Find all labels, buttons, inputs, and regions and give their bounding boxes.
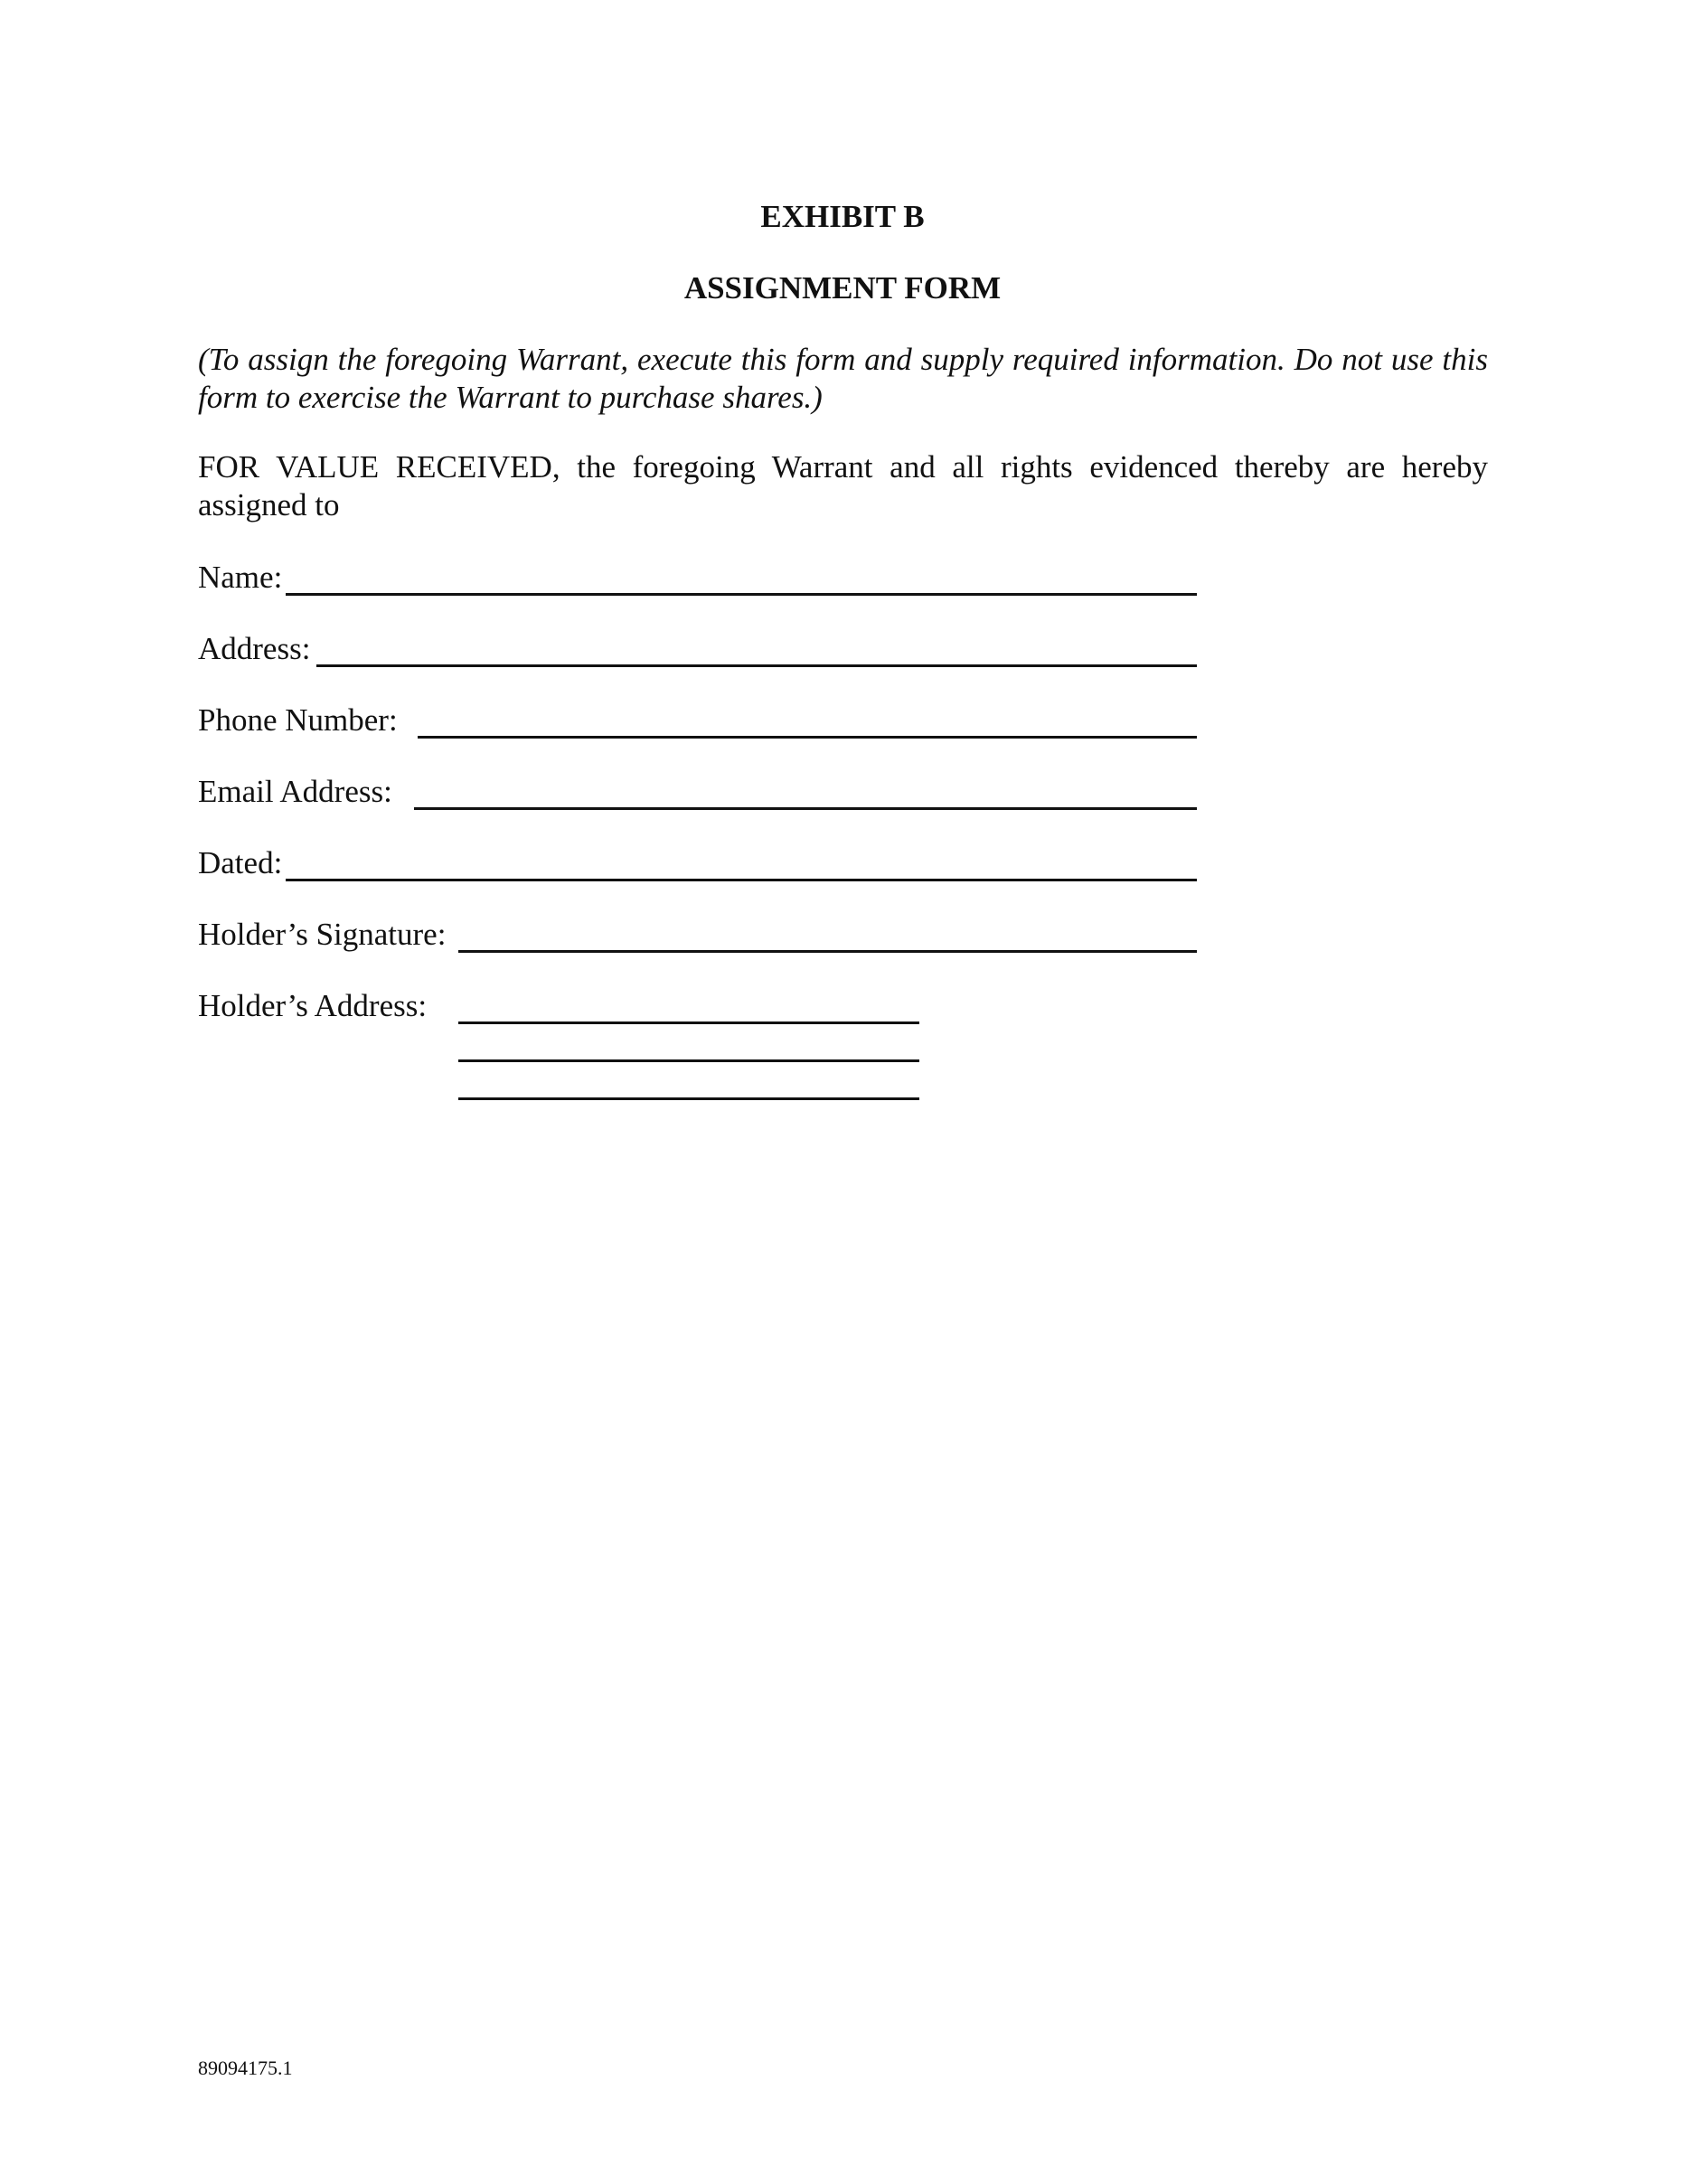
email-label: Email Address: bbox=[198, 774, 392, 809]
holder-signature-line[interactable] bbox=[458, 950, 1197, 953]
holder-address-line-1[interactable] bbox=[458, 1021, 919, 1024]
address-label: Address: bbox=[198, 631, 311, 666]
holder-address-line-2[interactable] bbox=[458, 1059, 919, 1062]
instruction-paragraph: (To assign the foregoing Warrant, execute this form and supply required information. Do not use this form to exercise the Warrant to purchase shares.) bbox=[198, 342, 1488, 415]
address-line[interactable] bbox=[316, 664, 1197, 667]
name-label: Name: bbox=[198, 560, 283, 595]
phone-line[interactable] bbox=[418, 736, 1197, 739]
dated-line[interactable] bbox=[286, 879, 1197, 881]
dated-label: Dated: bbox=[198, 845, 283, 880]
name-line[interactable] bbox=[286, 593, 1197, 596]
email-line[interactable] bbox=[414, 807, 1197, 810]
holder-address-line-3[interactable] bbox=[458, 1097, 919, 1100]
assignment-paragraph: FOR VALUE RECEIVED, the foregoing Warrant and all rights evidenced thereby are hereby assigned to bbox=[198, 449, 1488, 522]
exhibit-title: EXHIBIT B bbox=[760, 199, 925, 234]
holder-signature-label: Holder’s Signature: bbox=[198, 917, 447, 952]
document-id: 89094175.1 bbox=[198, 2057, 293, 2079]
form-title: ASSIGNMENT FORM bbox=[683, 270, 1002, 306]
holder-address-label: Holder’s Address: bbox=[198, 988, 428, 1023]
phone-label: Phone Number: bbox=[198, 702, 398, 738]
